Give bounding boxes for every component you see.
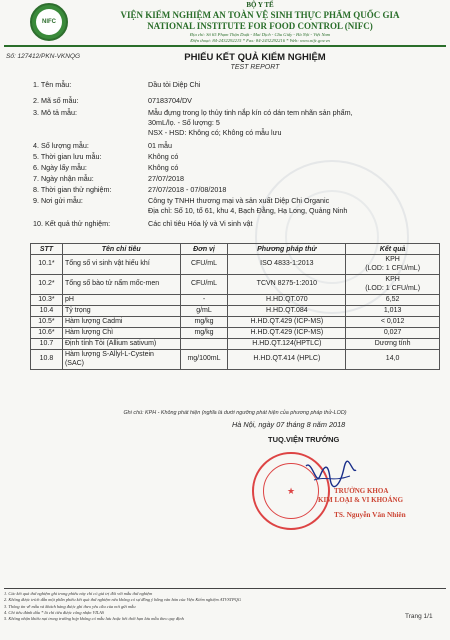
signer-role: TUQ.VIỆN TRƯỞNG bbox=[268, 435, 340, 444]
table-row: 10.2* Tổng số bào tử nấm mốc-men CFU/mL TCVN 8275-1:2010 KPH (LOD: 1 CFU/mL) bbox=[31, 275, 440, 295]
institute-name-vn: VIỆN KIỂM NGHIỆM AN TOÀN VỆ SINH THỰC PHẨM QUỐC GIA bbox=[120, 10, 400, 20]
footnote-item: 5. Không nhận khiếu nại trong trường hợp không có mẫu lưu hoặc hết thời hạn lưu mẫu theo quy định bbox=[4, 616, 184, 622]
footer-divider bbox=[4, 588, 446, 589]
institute-contact: Điện thoại: 84-2432292215 * Fax: 84-2432292216 * Web: www.nifc.gov.vn bbox=[190, 38, 330, 43]
table-note: Ghi chú: KPH - Không phát hiện (nghĩa là dưới ngưỡng phát hiện của phương pháp thử-LOD) bbox=[123, 410, 347, 416]
ministry-name: BỘ Y TẾ bbox=[246, 1, 274, 9]
col-header-unit: Đơn vị bbox=[180, 244, 228, 255]
table-row: 10.3* pH - H.HD.QT.070 6,52 bbox=[31, 295, 440, 306]
col-header-method: Phương pháp thử bbox=[228, 244, 346, 255]
report-subtitle: TEST REPORT bbox=[230, 64, 280, 71]
table-row: 10.5* Hàm lượng Cadmi mg/kg H.HD.QT.429 (ICP-MS) < 0,012 bbox=[31, 317, 440, 328]
institute-address: Địa chỉ: Số 65 Phạm Thận Duật - Mai Dịch - Cầu Giấy - Hà Nội - Việt Nam bbox=[189, 32, 331, 37]
table-header-row bbox=[31, 244, 440, 255]
col-header-name: Tên chỉ tiêu bbox=[62, 244, 180, 255]
footnote-item: 3. Thông tin về mẫu và khách hàng được ghi theo yêu cầu của nơi gửi mẫu bbox=[4, 603, 136, 609]
page-number: Trang 1/1 bbox=[405, 613, 433, 620]
footnotes bbox=[4, 591, 446, 622]
department-title: TRƯỞNG KHOA bbox=[334, 487, 389, 495]
nifc-logo-icon bbox=[30, 3, 68, 41]
table-row: 10.4 Tỷ trọng g/mL H.HD.QT.084 1,013 bbox=[31, 306, 440, 317]
logo-text: NIFC bbox=[42, 19, 56, 25]
table-row: 10.1* Tổng số vi sinh vật hiếu khí CFU/mL ISO 4833-1:2013 KPH (LOD: 1 CFU/mL) bbox=[31, 255, 440, 275]
results-table bbox=[30, 243, 440, 370]
footnote-item: 2. Không được trích dẫn một phần phiếu kết quả thử nghiệm nếu không có sự đồng ý bằng văn bản của Viện Kiểm nghiệm ATVSTPQG bbox=[4, 597, 241, 603]
header-divider bbox=[4, 45, 446, 47]
footnote-item: 1. Các kết quả thử nghiệm ghi trong phiếu này chỉ có giá trị đối với mẫu thử nghiệm bbox=[4, 591, 153, 596]
institute-header bbox=[0, 0, 450, 48]
issue-date: Hà Nội, ngày 07 tháng 8 năm 2018 bbox=[232, 420, 346, 429]
col-header-stt: STT bbox=[31, 244, 63, 255]
department-name: KIM LOẠI & VI KHOÁNG bbox=[318, 496, 404, 504]
table-row: 10.8 Hàm lượng S-Allyl-L-Cystein (SAC) mg/100mL H.HD.QT.414 (HPLC) 14,0 bbox=[31, 350, 440, 370]
stamp-star-icon: ★ bbox=[286, 485, 296, 496]
report-title: PHIẾU KẾT QUẢ KIỂM NGHIỆM bbox=[184, 52, 326, 63]
document-number: Số: 127412/PKN-VKNQG bbox=[6, 53, 81, 60]
col-header-result: Kết quả bbox=[346, 244, 440, 255]
signer-name: TS. Nguyễn Văn Nhiên bbox=[334, 510, 406, 519]
footnote-item: 4. Chỉ tiêu đánh dấu * là chỉ tiêu được công nhận VILAS bbox=[4, 609, 104, 615]
table-row: 10.7 Định tính Tỏi (Allium sativum) H.HD.QT.124(HPTLC) Dương tính bbox=[31, 339, 440, 350]
institute-name-en: NATIONAL INSTITUTE FOR FOOD CONTROL (NIFC) bbox=[147, 21, 373, 31]
table-row: 10.6* Hàm lượng Chì mg/kg H.HD.QT.429 (ICP-MS) 0,027 bbox=[31, 328, 440, 339]
test-report-page: NIFC BỘ Y TẾ VIỆN KIỂM NGHIỆM AN TOÀN VỆ SINH THỰC PHẨM QUỐC GIA NATIONAL INSTITUTE FOR FOOD CONTROL (NIFC) Địa chỉ: Số 65 Phạm Thận Duật - Mai Dịch - Cầu Giấy - Hà Nội - Việt Nam Điện thoại: 84-2432292215 * Fax: 84-2432292216 * Web: www.nifc.gov.vn Số: 127412/PKN-VKNQG PHIẾU KẾT QUẢ KIỂM NGHIỆM TEST REPORT 1. Tên mẫu: Dầu tỏi Diệp Chi 2. Mã số mẫu: 07183704/DV 3. Mô tả mẫu: Mẫu đựng trong lọ thủy tinh nắp kín có dán tem nhãn sản phẩm, 30mL/lọ. - Số lượng: 5 NSX - HSD: Không có; Không có mẫu lưu 4. Số lượng mẫu: 01 mẫu 5. Thời gian lưu mẫu: Không có 6. Ngày lấy mẫu: Không có 7. Ngày nhận mẫu: 27/07/2018 8. Thời gian thử nghiệm: 27/07/2018 - 07/08/2018 9. Nơi gửi mẫu: Công ty TNHH thương mại và sản xuất Diệp Chi Organic Địa chỉ: Số 10, tổ 61, khu 4, Bạch Đằng, Hạ Long, Quảng Ninh 10. Kết quả thử nghiệm: Các chỉ tiêu Hóa lý và Vi sinh vật STT Tên chỉ tiêu Đơn vị Phương pháp thử Kết quả 10.1* Tổng số vi sinh vật hiếu khí CFU/mL ISO 4833-1:2013 KPH (LOD: 1 CFU/mL) 10.2* Tổng số bào tử nấm mốc-men CFU/mL TCVN 8275-1:2010 KPH (LOD: 1 CFU/mL) 10.3* pH - H.HD.QT.070 6,52 10.4 Tỷ trọng g/mL H.HD.QT.084 1,013 10.5* Hàm lượng Cadmi mg/kg H.HD.QT.429 (ICP-MS) < 0,012 10.6* Hàm lượng Chì mg/kg H.HD.QT.429 (ICP-MS) 0,027 10.7 Định tính Tỏi (Allium sativum) H.HD.QT.124(HPTLC) Dương tính 10.8 Hàm lượng S-Allyl-L-Cystein (SAC) mg/100mL H.HD.QT.414 (HPLC) 14,0 Ghi chú: KPH - Không phát hiện (nghĩa là dưới ngưỡng phát hiện của phương pháp thử-LOD) Hà Nội, ngày 07 tháng 8 năm 2018 TUQ.VIỆN TRƯỞNG ★ TRƯỞNG KHOA KIM LOẠI & VI KHOÁNG TS. Nguyễn Văn Nhiên 1. Các kết quả thử nghiệm ghi trong phiếu này chỉ có giá trị đối với mẫu thử nghiệm 2. Không được trích dẫn một phần phiếu kết quả thử nghiệm nếu không có sự đồng ý bằng văn bản của Viện Kiểm nghiệm ATVSTPQG 3. Thông tin về mẫu và khách hàng được ghi theo yêu cầu của nơi gửi mẫu 4. Chỉ tiêu đánh dấu * là chỉ tiêu được công nhận VILAS 5. Không nhận khiếu nại trong trường hợp không có mẫu lưu hoặc hết thời hạn lưu mẫu theo quy định Trang 1/1 bbox=[0, 0, 450, 640]
